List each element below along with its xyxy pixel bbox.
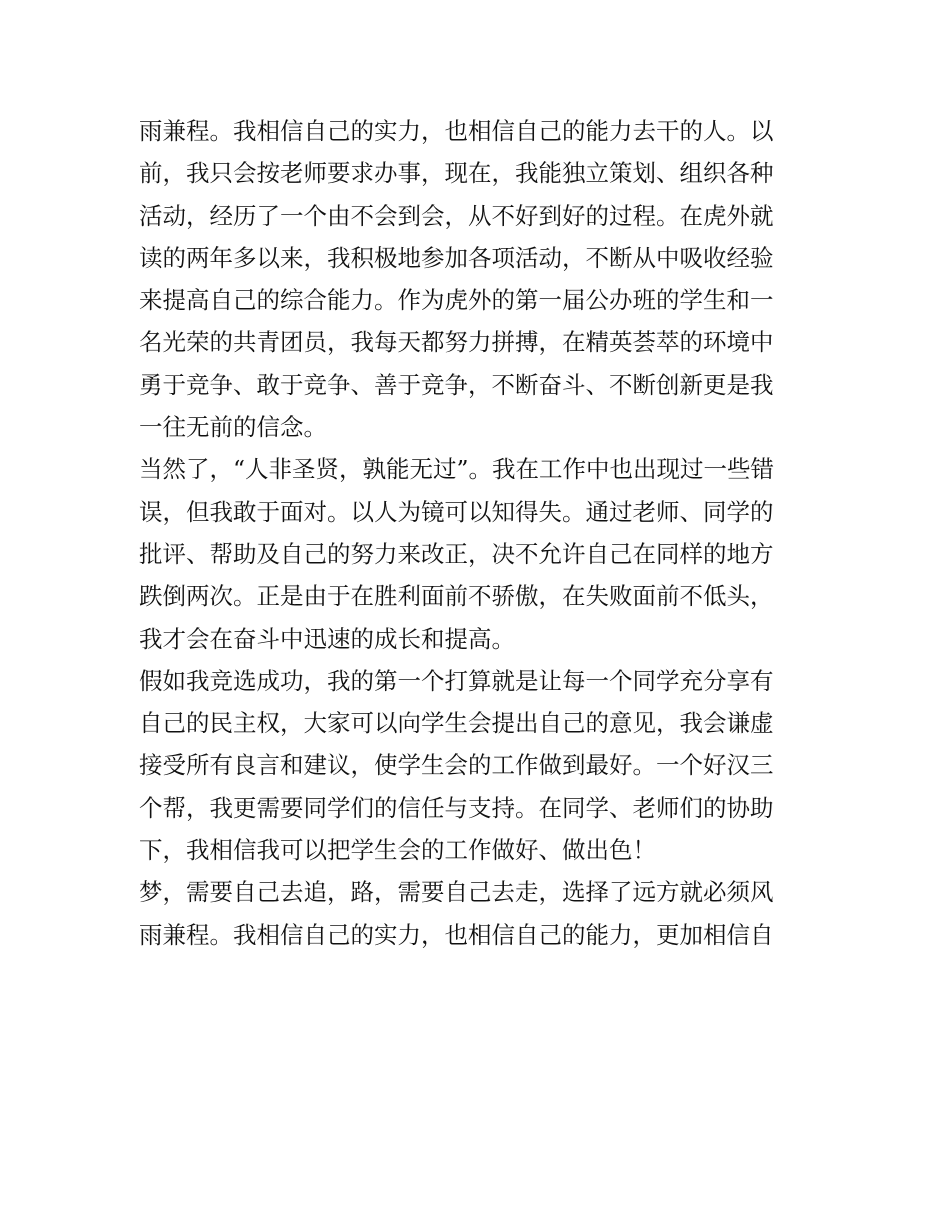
text-line: 我才会在奋斗中迅速的成长和提高。 (139, 624, 515, 653)
text-line: 误，但我敢于面对。以人为镜可以知得失。通过老师、同学的 (139, 497, 774, 526)
text-line: 梦，需要自己去追，路，需要自己去走，选择了远方就必须风 (139, 878, 774, 907)
body-text (139, 110, 819, 956)
text-line: 勇于竞争、敢于竞争、善于竞争，不断奋斗、不断创新更是我 (139, 370, 774, 399)
text-line: 雨兼程。我相信自己的实力，也相信自己的能力去干的人。以 (139, 117, 774, 145)
text-line: 雨兼程。我相信自己的实力，也相信自己的能力，更加相信自 (139, 920, 774, 949)
text-line: 活动，经历了一个由不会到会，从不好到好的过程。在虎外就 (139, 201, 774, 230)
text-line: 个帮，我更需要同学们的信任与支持。在同学、老师们的协助 (139, 793, 774, 822)
text-line: 来提高自己的综合能力。作为虎外的第一届公办班的学生和一 (139, 286, 774, 315)
text-line: 假如我竞选成功，我的第一个打算就是让每一个同学充分享有 (139, 666, 774, 695)
text-line: 当然了，“人非圣贤，孰能无过”。我在工作中也出现过一些错 (139, 455, 775, 484)
text-line: 一往无前的信念。 (139, 413, 327, 442)
text-line: 名光荣的共青团员，我每天都努力拼搏，在精英荟萃的环境中 (139, 328, 774, 357)
text-line: 批评、帮助及自己的努力来改正，决不允许自己在同样的地方 (139, 539, 774, 568)
text-line: 读的两年多以来，我积极地参加各项活动，不断从中吸收经验 (139, 243, 774, 272)
text-line: 前，我只会按老师要求办事，现在，我能独立策划、组织各种 (139, 159, 774, 188)
text-line: 跌倒两次。正是由于在胜利面前不骄傲，在失败面前不低头， (139, 582, 774, 611)
text-line: 自己的民主权，大家可以向学生会提出自己的意见，我会谦虚 (139, 709, 774, 738)
text-line: 下，我相信我可以把学生会的工作做好、做出色！ (139, 836, 656, 865)
text-line: 接受所有良言和建议，使学生会的工作做到最好。一个好汉三 (139, 751, 774, 780)
